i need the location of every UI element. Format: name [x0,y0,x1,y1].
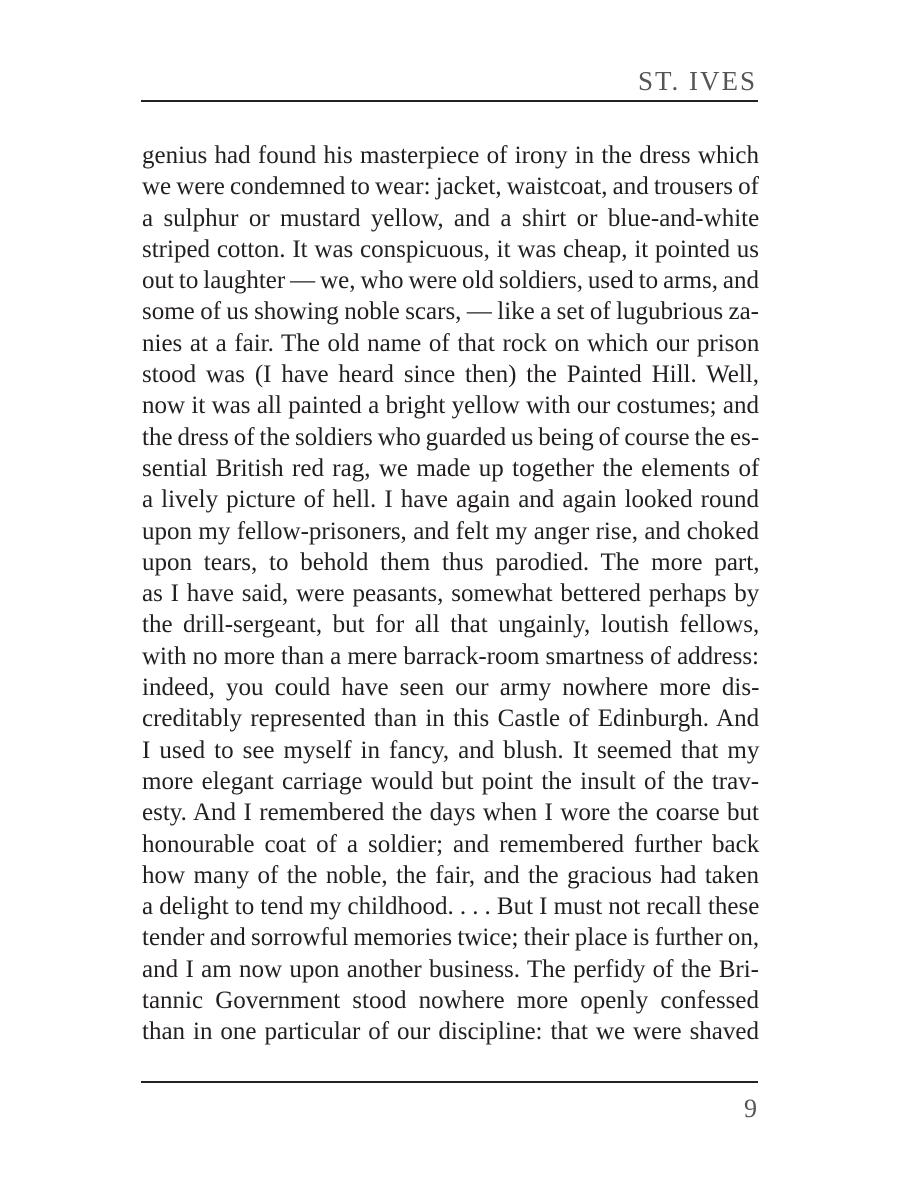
text-line: the dress of the soldiers who guarded us being of course the es- [142,423,760,451]
text-line: more elegant carriage would but point the insult of the trav- [142,767,760,795]
text-line: some of us showing noble scars, — like a set of lugubrious za- [142,298,759,326]
text-line: genius had found his masterpiece of irony in the dress which [142,142,759,169]
text-line: stood was (I have heard since then) the Painted Hill. Well, [142,361,759,389]
text-line: tannic Government stood nowhere more openly confessed [142,987,759,1015]
text-line: the drill-sergeant, but for all that ungainly, loutish fellows, [142,611,760,639]
text-line: nies at a fair. The old name of that rock on which our prison [142,329,760,357]
text-line: out to laughter — we, who were old soldiers, used to arms, and [142,267,759,295]
text-line: creditably represented than in this Castle of Edinburgh. And [142,705,760,733]
text-line: upon my fellow-prisoners, and felt my anger rise, and choked [142,517,759,545]
text-line: we were condemned to wear: jacket, waistcoat, and trousers of [142,173,759,201]
text-line: a sulphur or mustard yellow, and a shirt or blue-and-white [142,204,760,232]
text-line: and I am now upon another business. The perfidy of the Bri- [142,955,759,983]
text-line: now it was all painted a bright yellow with our costumes; and [142,392,759,420]
text-line: sential British red rag, we made up together the elements of [142,454,760,482]
text-line: than in one particular of our discipline: that we were shaved [142,1018,759,1046]
header-rule [141,100,758,102]
text-line: I used to see myself in fancy, and blush. It seemed that my [142,736,760,764]
text-line: esty. And I remembered the days when I wore the coarse but [142,799,759,827]
text-line: how many of the noble, the fair, and the gracious had taken [142,861,759,889]
text-line: with no more than a mere barrack-room smartness of address: [142,642,759,670]
text-line: indeed, you could have seen our army nowhere more dis- [142,674,760,702]
text-line: as I have said, were peasants, somewhat bettered perhaps by [142,580,760,608]
text-line: a lively picture of hell. I have again and again looked round [142,486,760,514]
text-line: tender and sorrowful memories twice; their place is further on, [142,924,760,952]
page-number: 9 [744,1094,757,1123]
text-line: striped cotton. It was conspicuous, it was cheap, it pointed us [142,235,759,263]
body-text [142,140,759,1048]
running-head: ST. IVES [637,66,757,96]
text-line: honourable coat of a soldier; and remembered further back [142,830,760,858]
text-line: a delight to tend my childhood. . . . But I must not recall these [142,893,760,921]
footer-rule [141,1081,758,1083]
text-line: upon tears, to behold them thus parodied. The more part, [142,548,760,576]
